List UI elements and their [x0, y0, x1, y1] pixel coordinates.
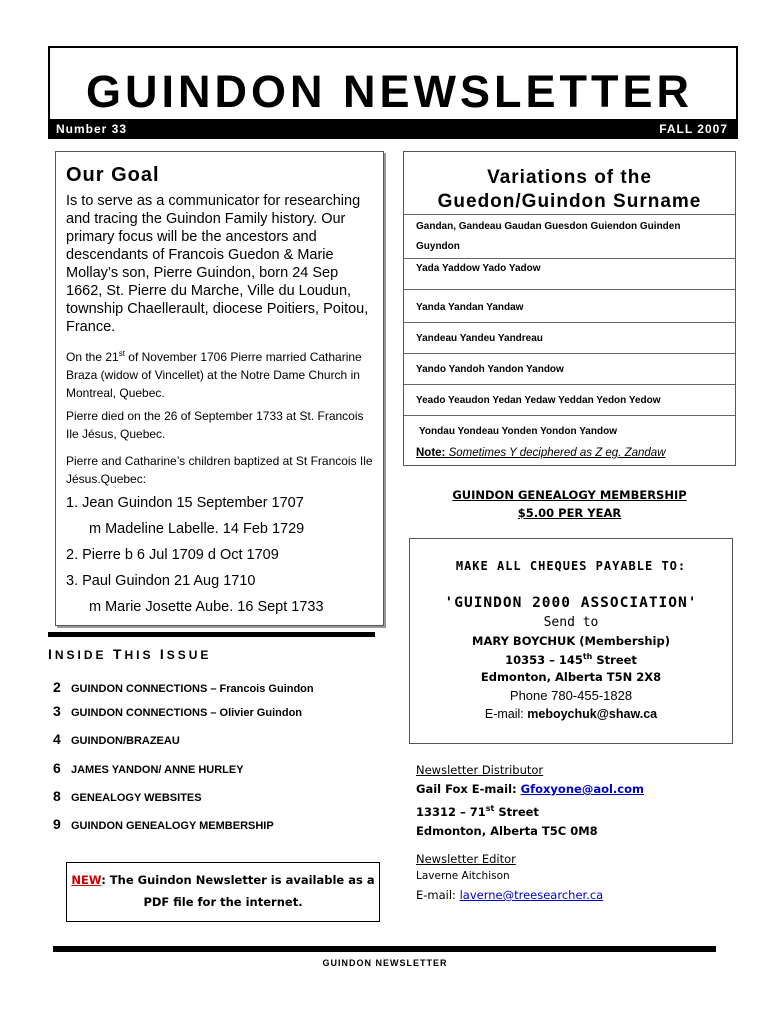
child-item: 2. Pierre b 6 Jul 1709 d Oct 1709 [66, 547, 279, 563]
variations-note: Note: Sometimes Y deciphered as Z eg. Zandaw [416, 447, 666, 459]
inside-this-issue-heading: INSIDE THIS ISSUE [48, 646, 212, 662]
distributor-contact: Gail Fox E-mail: Gfoxyone@aol.com [416, 782, 644, 796]
editor-block [416, 851, 603, 904]
issue-number: Number 33 [56, 122, 128, 136]
variation-row: Yeado Yeaudon Yedan Yedaw Yeddan Yedon Yedow [404, 384, 735, 415]
toc-item: 8 GENEALOGY WEBSITES [53, 788, 202, 804]
child-item: 1. Jean Guindon 15 September 1707 [66, 495, 304, 511]
variation-row: Yando Yandoh Yandon Yandow [404, 353, 735, 384]
footer-rule [53, 946, 716, 952]
membership-city: Edmonton, Alberta T5N 2X8 [480, 670, 662, 684]
toc-item: 9 GUINDON GENEALOGY MEMBERSHIP [53, 816, 274, 832]
distributor-block [416, 761, 644, 841]
editor-heading: Newsletter Editor [416, 852, 516, 866]
toc-item: 6 JAMES YANDON/ ANNE HURLEY [53, 760, 244, 776]
membership-phone: Phone 780-455-1828 [509, 688, 633, 703]
inside-rule [48, 632, 375, 637]
child-item: m Marie Josette Aube. 16 Sept 1733 [89, 599, 324, 615]
surname-variations-box [403, 151, 736, 466]
membership-heading: GUINDON GENEALOGY MEMBERSHIP $5.00 PER YEAR [452, 488, 687, 520]
cheques-payable-label: MAKE ALL CHEQUES PAYABLE TO: [455, 559, 687, 573]
membership-email-line: E-mail: meboychuk@shaw.ca [484, 707, 658, 721]
send-to-label: Send to [543, 615, 599, 630]
masthead [48, 46, 738, 139]
variation-row: Gandan, Gandeau Gaudan Guesdon Guiendon Guinden Guyndon [404, 214, 735, 258]
toc-item: 3 GUINDON CONNECTIONS – Olivier Guindon [53, 703, 303, 719]
editor-email-line: E-mail: laverne@treesearcher.ca [416, 888, 604, 902]
editor-email-link[interactable]: laverne@treesearcher.ca [459, 888, 604, 902]
distributor-street: 13312 – 71st Street [416, 804, 539, 819]
goal-intro-text: Is to serve as a communicator for researching and tracing the Guindon Family history. Our primary focus will be the ancestors and descendants of Francois Guedon & Marie Mollay’s son, Pierre Guindon, born 24 Sep 1662, St. Pierre du Marche, Ville du Loudun, township Chaellerault, diocese Poitiers, Poitou, France. [66, 193, 369, 335]
child-item: 3. Paul Guindon 21 Aug 1710 [66, 573, 256, 589]
cheques-box [409, 538, 733, 744]
variation-row: Yanda Yandan Yandaw [404, 289, 735, 322]
children-intro: Pierre and Catharine’s children baptized at St Francois Ile Jésus.Quebec: [66, 454, 373, 486]
variation-row: Yandeau Yandeu Yandreau [404, 322, 735, 353]
membership-street: 10353 – 145th Street [505, 652, 637, 667]
distributor-city: Edmonton, Alberta T5C 0M8 [416, 823, 598, 838]
toc-item: 2 GUINDON CONNECTIONS – Francois Guindon [53, 679, 314, 695]
new-label: NEW [71, 873, 102, 887]
membership-email[interactable]: meboychuk@shaw.ca [527, 707, 658, 721]
issue-bar [48, 119, 738, 139]
our-goal-heading: Our Goal [66, 164, 160, 186]
distributor-email-link[interactable]: Gfoxyone@aol.com [520, 782, 644, 796]
died-paragraph: Pierre died on the 26 of September 1733 at St. Francois Ile Jésus, Quebec. [66, 409, 364, 441]
our-goal-box [55, 151, 384, 626]
newsletter-title: GUINDON NEWSLETTER [86, 66, 693, 117]
married-paragraph: On the 21st of November 1706 Pierre married Catharine Braza (widow of Vincellet) at the Notre Dame Church in Montreal, Quebec. [66, 349, 362, 400]
variation-row: Yondau Yondeau Yonden Yondon Yandow [404, 415, 735, 445]
toc-item: 4 GUINDON/BRAZEAU [53, 731, 180, 747]
footer-text: GUINDON NEWSLETTER [322, 958, 448, 968]
membership-contact-name: MARY BOYCHUK (Membership) [472, 634, 670, 648]
editor-name: Laverne Aitchison [416, 870, 510, 882]
association-name: 'GUINDON 2000 ASSOCIATION' [444, 595, 698, 611]
child-item: m Madeline Labelle. 14 Feb 1729 [89, 521, 305, 537]
variation-row: Yada Yaddow Yado Yadow [404, 258, 735, 289]
issue-season: FALL 2007 [659, 122, 728, 136]
pdf-notice-box: NEW: The Guindon Newsletter is available as a PDF file for the internet. [66, 862, 380, 922]
distributor-heading: Newsletter Distributor [416, 763, 544, 777]
variations-title: Variations of the Guedon/Guindon Surname [437, 167, 702, 212]
